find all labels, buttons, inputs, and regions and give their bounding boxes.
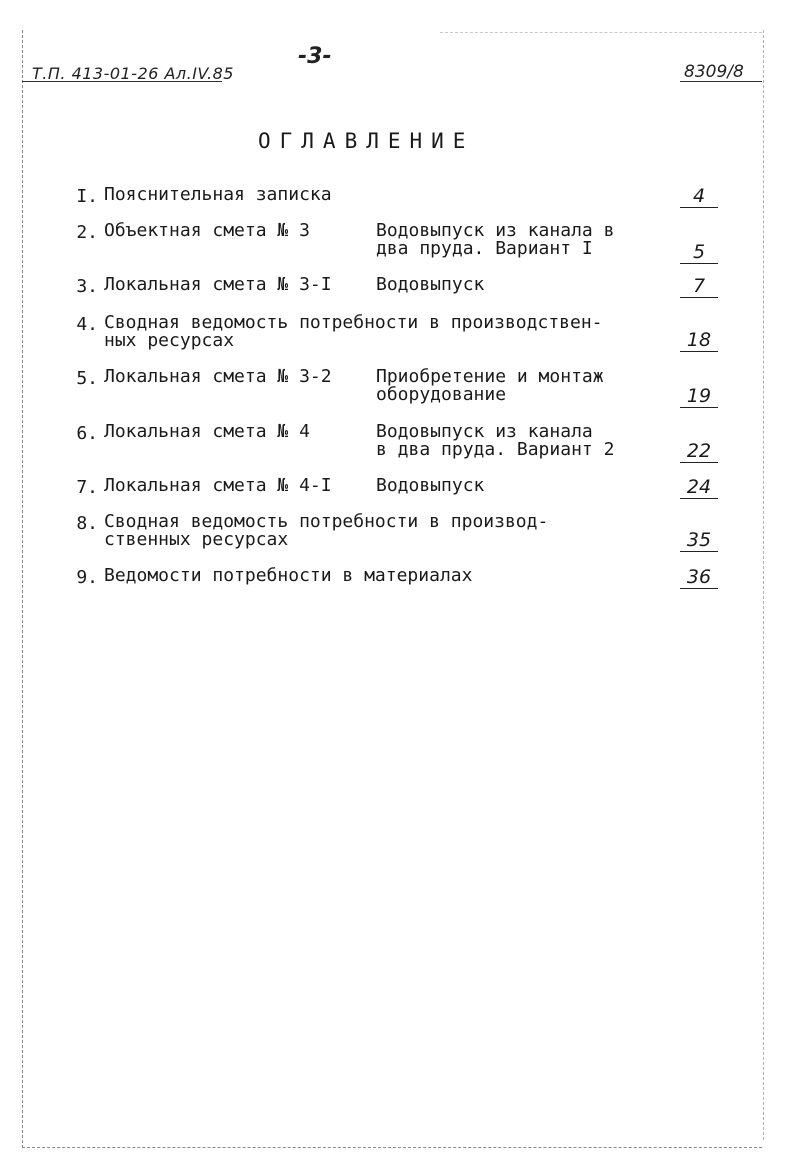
toc-item-label: Локальная смета № 4 [104, 421, 310, 442]
frame-right-border [763, 30, 764, 1140]
toc-item-description: Водовыпуск из канала в два пруда. Вариант 2 [376, 421, 615, 460]
page-title: ОГЛАВЛЕНИЕ [258, 129, 475, 153]
toc-item-page: 18 [680, 330, 718, 352]
toc-item-page: 7 [680, 276, 718, 298]
toc-item-description: Водовыпуск [376, 475, 485, 496]
frame-left-border [22, 30, 23, 1148]
toc-item-page: 35 [680, 530, 718, 552]
page-number: -3- [298, 44, 332, 69]
toc-item-page: 4 [680, 186, 718, 208]
toc-item-number: 7. [76, 477, 98, 498]
toc-item-number: I. [76, 186, 98, 207]
frame-top-border [440, 32, 762, 33]
toc-item-page: 36 [680, 567, 718, 589]
toc-item-number: 6. [76, 423, 98, 444]
toc-item-description: Водовыпуск [376, 274, 485, 295]
toc-item-description: Водовыпуск из канала в два пруда. Вариант I [376, 220, 615, 259]
toc-item-label: Локальная смета № 3-2 [104, 366, 332, 387]
toc-item-number: 3. [76, 276, 98, 297]
toc-item-number: 5. [76, 368, 98, 389]
toc-item-number: 4. [76, 314, 98, 335]
toc-item-number: 9. [76, 567, 98, 588]
toc-item-page: 19 [680, 386, 718, 408]
toc-item-number: 8. [76, 513, 98, 534]
toc-item-label: Пояснительная записка [104, 184, 332, 205]
frame-bottom-border [22, 1147, 762, 1148]
toc-item-page: 24 [680, 477, 718, 499]
sheet-number: 8309/8 [684, 62, 744, 82]
toc-item-page: 5 [680, 242, 718, 264]
toc-item-label: Локальная смета № 4-I [104, 475, 332, 496]
toc-item-label: Сводная ведомость потребности в производствен- ных ресурсах [104, 312, 603, 351]
toc-item-description: Приобретение и монтаж оборудование [376, 366, 604, 405]
toc-item-label: Сводная ведомость потребности в производ- ственных ресурсах [104, 511, 549, 550]
toc-item-label: Локальная смета № 3-I [104, 274, 332, 295]
toc-item-label: Ведомости потребности в материалах [104, 565, 473, 586]
toc-item-page: 22 [680, 441, 718, 463]
toc-item-label: Объектная смета № 3 [104, 220, 310, 241]
document-code: Т.П. 413-01-26 Ал.IV.85 [32, 64, 234, 83]
toc-item-number: 2. [76, 222, 98, 243]
